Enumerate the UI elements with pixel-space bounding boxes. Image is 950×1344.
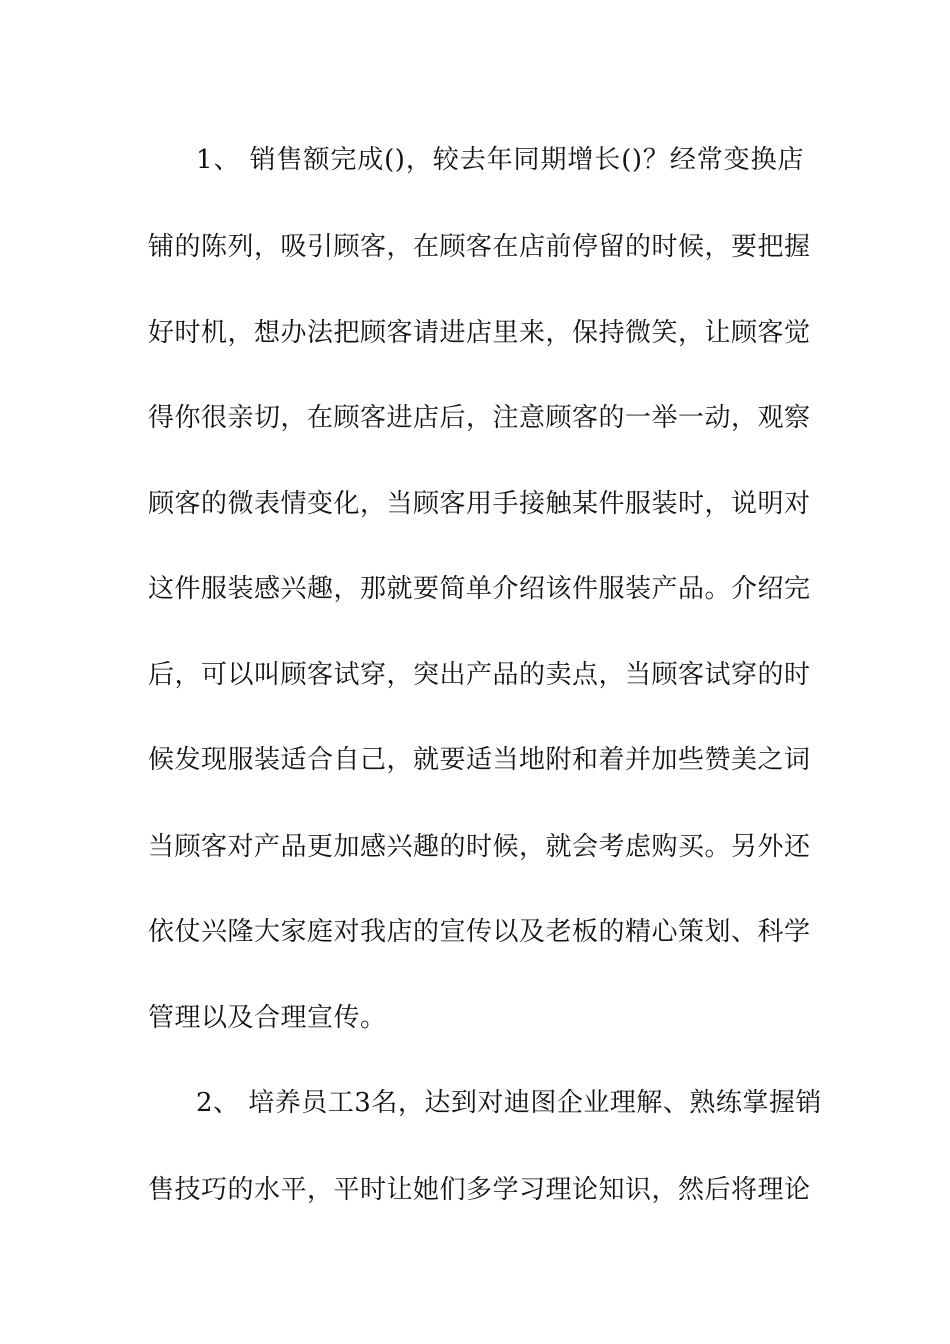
text-line: 好时机，想办法把顾客请进店里来，保持微笑，让顾客觉 <box>148 318 811 348</box>
text-line: 管理以及合理宣传。 <box>148 1003 387 1033</box>
text-line: 得你很亲切，在顾客进店后，注意顾客的一举一动，观察 <box>148 403 811 433</box>
text-line: 售技巧的水平，平时让她们多学习理论知识，然后将理论 <box>148 1175 811 1205</box>
text-line: 2、 培养员工3名，达到对迪图企业理解、熟练掌握销 <box>196 1088 822 1118</box>
text-line: 后，可以叫顾客试穿，突出产品的卖点，当顾客试穿的时 <box>148 660 811 690</box>
text-line: 1、 销售额完成()，较去年同期增长()？经常变换店 <box>196 145 804 175</box>
text-line: 依仗兴隆大家庭对我店的宣传以及老板的精心策划、科学 <box>148 917 811 947</box>
text-line: 候发现服装适合自己，就要适当地附和着并加些赞美之词 <box>148 745 811 775</box>
text-line: 这件服装感兴趣，那就要简单介绍该件服装产品。介绍完 <box>148 574 811 604</box>
text-line: 当顾客对产品更加感兴趣的时候，就会考虑购买。另外还 <box>148 832 811 862</box>
text-line: 顾客的微表情变化，当顾客用手接触某件服装时，说明对 <box>148 489 811 519</box>
text-line: 铺的陈列，吸引顾客，在顾客在店前停留的时候，要把握 <box>148 232 811 262</box>
